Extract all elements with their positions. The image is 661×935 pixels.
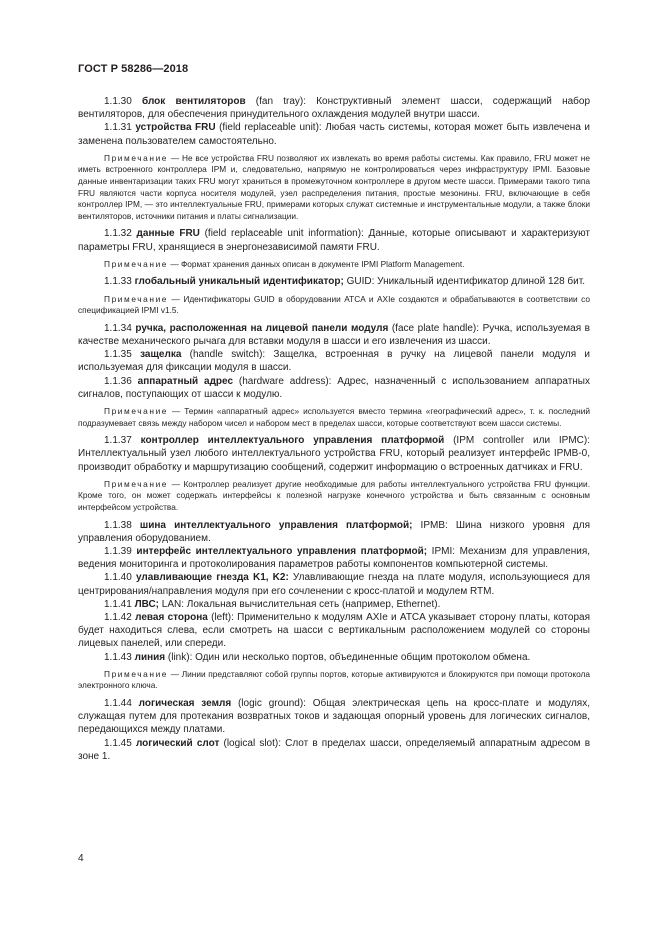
definition-text: Улавливающие гнезда на плате модуля, использующиеся для центрирования/направления модуля при его сочленении с кросс-платой и модулем RTM. [78, 572, 591, 597]
definition-1-1-31 [78, 121, 590, 147]
term-number: 1.1.36 [104, 375, 132, 387]
term-number: 1.1.37 [104, 435, 132, 447]
definition-text: (logic ground): Общая электрическая цепь на кросс-плате и модулях, служащая путем для протекания возвратных токов и задающая опорный уровень для логических сигналов, передающихся между платами. [78, 697, 590, 736]
definition-text: (handle switch): Защелка, встроенная в ручку на лицевой панели модуля и используемая для фиксации модуля в шасси. [78, 349, 590, 374]
term-number: 1.1.32 [104, 228, 132, 240]
note-label: Примечание [104, 152, 169, 163]
term: линия [134, 651, 166, 663]
note-text: — Линии представляют собой группы портов, которые активируются и блокируются при помощи протокола электронного ключа. [78, 668, 590, 691]
definition-1-1-39 [78, 545, 590, 571]
term-number: 1.1.33 [104, 276, 132, 288]
term-number: 1.1.39 [104, 545, 132, 557]
definition-text: (hardware address): Адрес, назначенный с использованием аппаратных сигналов, поступающих от шасси к модулю. [78, 375, 590, 400]
definition-1-1-37 [78, 434, 590, 474]
note-label: Примечание [104, 258, 169, 269]
term-number: 1.1.30 [104, 96, 132, 107]
term: данные FRU [136, 228, 200, 240]
document-header: ГОСТ Р 58286—2018 [78, 63, 189, 75]
page-content [78, 95, 590, 763]
definition-1-1-43 [78, 651, 590, 664]
definition-1-1-42 [78, 611, 590, 651]
term: контроллер интеллектуального управления платформой [140, 435, 445, 447]
term: устройства FRU [135, 122, 216, 134]
term-number: 1.1.34 [104, 322, 132, 334]
definition-text: (field replaceable unit information): Данные, которые описывают и характеризуют параметры FRU, хранящиеся в энергонезависимой памяти FRU. [78, 228, 591, 253]
definition-1-1-38 [78, 519, 590, 545]
note-text: — Термин «аппаратный адрес» используется вместо термина «географический адрес», т. к. последний подразумевает связь между набором чисел и набором мест в пределах шасси, которые соответствуют всем шасси системы. [78, 405, 590, 428]
definition-1-1-45 [78, 737, 590, 763]
term-number: 1.1.45 [104, 737, 132, 749]
definition-text: (field replaceable unit): Любая часть системы, которая может быть извлечена и заменена пользователем самостоятельно. [78, 122, 590, 147]
definition-text: LAN: Локальная вычислительная сеть (например, Ethernet). [159, 598, 441, 610]
term: логическая земля [138, 697, 232, 709]
note [78, 153, 590, 223]
term: ЛВС; [134, 598, 160, 610]
term: блок вентиляторов [142, 96, 246, 107]
term: логический слот [135, 737, 220, 749]
definition-text: IPMB: Шина низкого уровня для управления оборудованием. [78, 519, 591, 544]
note-text: — Идентификаторы GUID в оборудовании ATCA и AXIe создаются и обрабатываются в соответствии со спецификацией IPMI v1.5. [78, 293, 590, 316]
term: интерфейс интеллектуального управления платформой; [136, 545, 428, 557]
definition-text: (face plate handle): Ручка, используемая в качестве механического рычага для вставки модуля в шасси и его извлечения из шасси. [78, 322, 590, 347]
note-label: Примечание [104, 293, 169, 304]
term: ручка, расположенная на лицевой панели модуля [135, 322, 389, 334]
term: аппаратный адрес [137, 375, 234, 387]
term-number: 1.1.35 [104, 349, 132, 361]
term: защелка [140, 349, 182, 361]
term-number: 1.1.44 [104, 697, 132, 709]
definition-text: (IPM controller или IPMC): Интеллектуальный узел любого интеллектуального устройства FRU, который реализует интерфейс IPMB-0, производит обработку и маршрутизацию сообщений, содержит информацию о встроенных датчиках и FRU. [78, 435, 591, 473]
note-text: — Не все устройства FRU позволяют их извлекать во время работы системы. Как правило, FRU может не иметь встроенного контроллера IPM и, следовательно, напрямую не контролироваться через инфраструктуру IPMI. Базовые данные инвентаризации таких FRU могут храниться в промежуточном контроллере в другом месте шасси. Примерами такого типа FRU являются части корпуса носителя модулей, узел распределения питания, простые мезонины. FRU, включающие в себя контроллер IPM, — это интеллектуальные FRU, примерами которых служат системные и инструментальные модули, а также блоки вентиляторов, источники питания и платы сигнализации. [78, 152, 590, 221]
term: глобальный уникальный идентификатор; [134, 276, 344, 288]
definition-1-1-33 [78, 275, 590, 288]
note [78, 406, 590, 429]
definition-text: (fan tray): Конструктивный элемент шасси, содержащий набор вентиляторов, для обеспечения принудительного охлаждения модулей внутри шасси. [78, 96, 591, 121]
definition-1-1-35 [78, 348, 590, 374]
term-number: 1.1.38 [104, 519, 132, 531]
definition-1-1-32 [78, 227, 590, 253]
definition-1-1-34 [78, 322, 590, 348]
note-text: — Контроллер реализует другие необходимые для работы интеллектуального устройства FRU функции. Кроме того, он может содержать интерфейсы к полезной нагрузке конечного устройства и быть связанным с основным интерфейсом устройства. [78, 478, 590, 512]
definition-text: GUID: Уникальный идентификатор длиной 128 бит. [343, 276, 585, 288]
definition-1-1-36 [78, 375, 590, 401]
term-number: 1.1.42 [104, 611, 132, 623]
definition-1-1-41 [78, 598, 590, 611]
note [78, 259, 590, 271]
term: улавливающие гнезда K1, K2: [135, 572, 289, 584]
note-label: Примечание [104, 668, 169, 679]
page-number: 4 [78, 853, 84, 864]
note-label: Примечание [104, 405, 169, 416]
definition-text: (logical slot): Слот в пределах шасси, определяемый аппаратным адресом в зоне 1. [78, 737, 590, 762]
term-number: 1.1.40 [104, 572, 132, 584]
term-number: 1.1.31 [104, 122, 132, 134]
note [78, 294, 590, 317]
note [78, 669, 590, 692]
term-number: 1.1.43 [104, 651, 132, 663]
note-label: Примечание [104, 478, 169, 489]
definition-1-1-44 [78, 697, 590, 737]
term: шина интеллектуального управления платформой; [139, 519, 413, 531]
definition-text: IPMI: Механизм для управления, ведения мониторинга и протоколирования параметров работы компонентов компьютерной системы. [78, 545, 591, 571]
note [78, 479, 590, 514]
definition-text: (left): Применительно к модулям AXIe и ATCA указывает сторону платы, которая будет находиться слева, если смотреть на шасси с вертикальным расположением модулей со стороны лицевых панелей, или спереди. [78, 611, 590, 650]
definition-text: (link): Один или несколько портов, объединенные общим протоколом обмена. [165, 651, 531, 663]
definition-1-1-30 [78, 95, 590, 121]
note-text: — Формат хранения данных описан в документе IPMI Platform Management. [168, 258, 465, 269]
definition-1-1-40 [78, 571, 590, 597]
term-number: 1.1.41 [104, 598, 132, 610]
term: левая сторона [135, 611, 208, 623]
